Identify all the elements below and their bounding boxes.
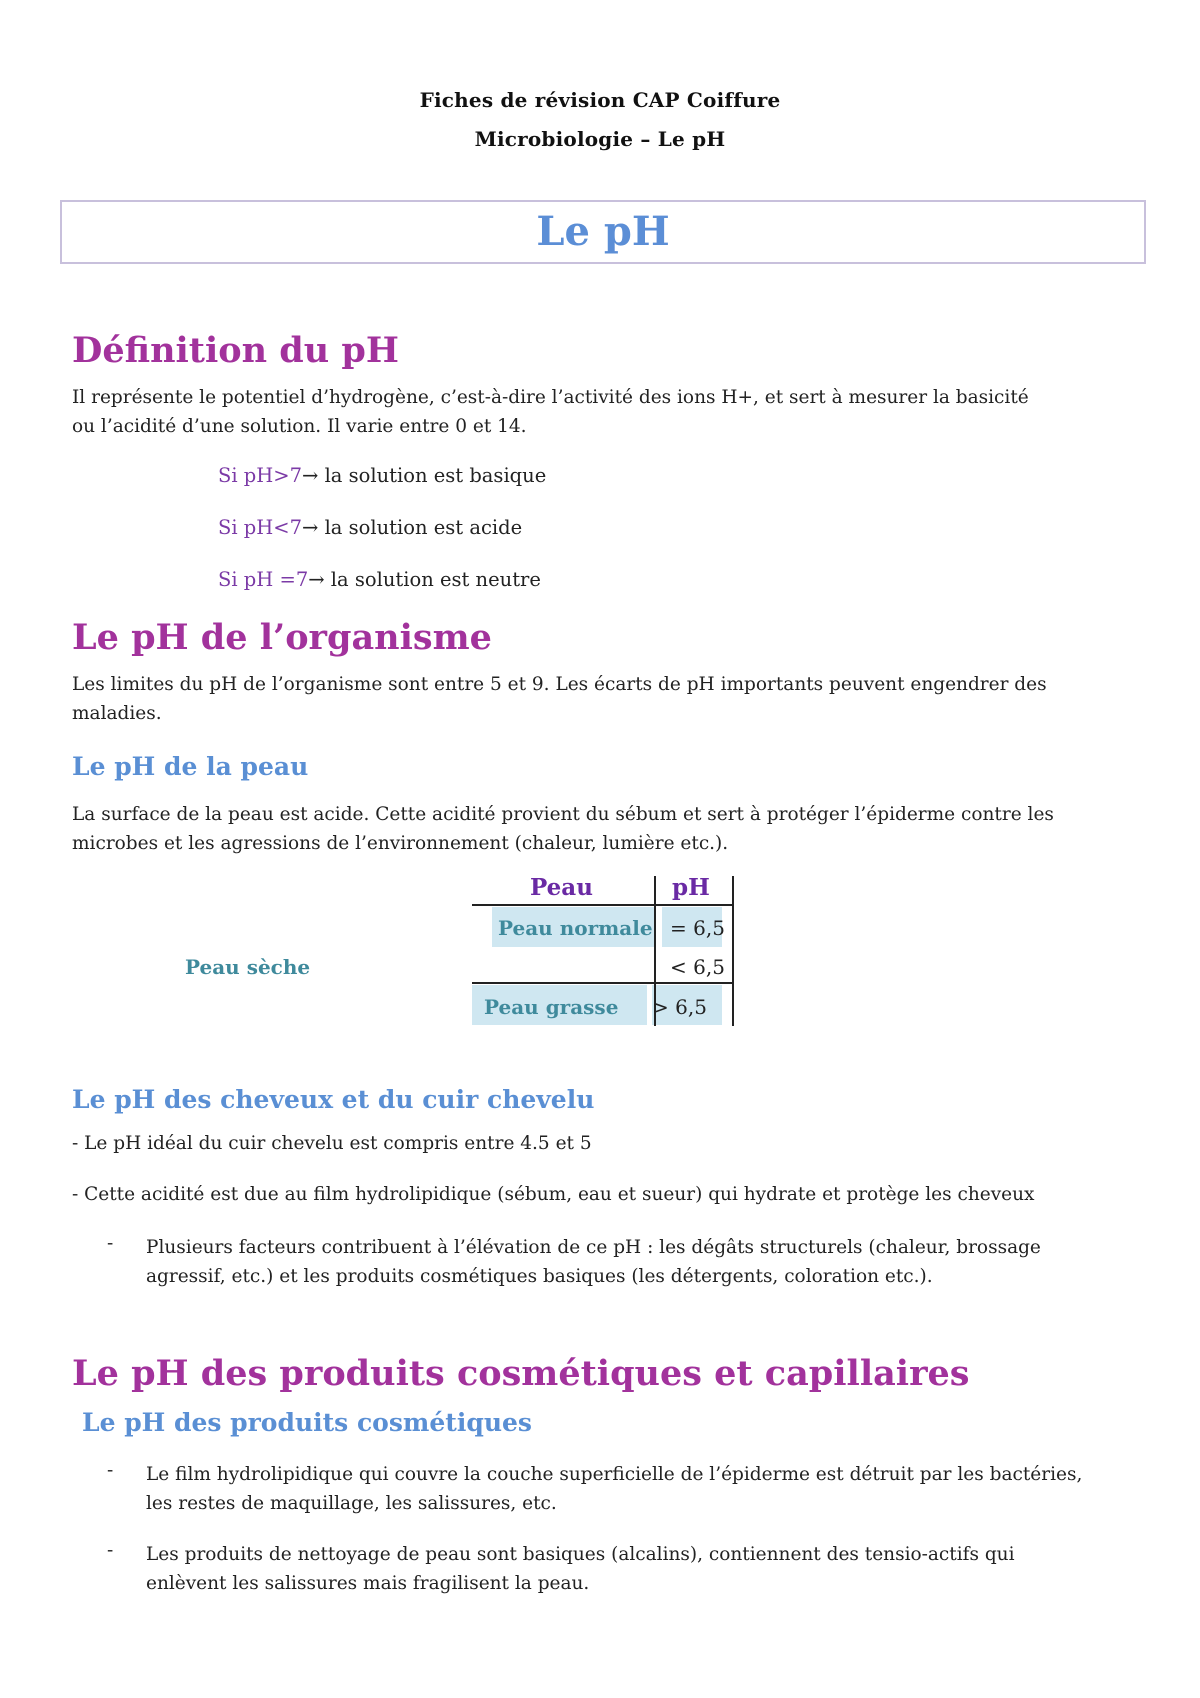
heading-cheveux: Le pH des cheveux et du cuir chevelu <box>72 1085 595 1114</box>
cheveux-line2: - Cette acidité est due au film hydrolipidique (sébum, eau et sueur) qui hydrate et protège les cheveux <box>72 1184 1035 1205</box>
produits-bullet2-line1: Les produits de nettoyage de peau sont basiques (alcalins), contiennent des tensio-actifs qui <box>146 1544 1015 1565</box>
rule-basic <box>218 464 546 487</box>
organisme-para-line2: maladies. <box>72 703 162 724</box>
doc-header-line1: Fiches de révision CAP Coiffure <box>419 88 781 112</box>
rule-acid-condition: Si pH<7 <box>218 516 303 539</box>
rule-acid <box>218 516 522 539</box>
rule-neutral-condition: Si pH =7 <box>218 568 309 591</box>
table-cell-ph-seche: < 6,5 <box>670 955 725 979</box>
table-header-ph: pH <box>672 874 710 901</box>
rule-neutral-text: la solution est neutre <box>324 568 541 591</box>
heading-produits: Le pH des produits cosmétiques et capillaires <box>72 1353 970 1394</box>
table-rule-mid <box>472 982 732 984</box>
peau-para-line2: microbes et les agressions de l’environnement (chaleur, lumière etc.). <box>72 833 729 854</box>
rule-basic-text: la solution est basique <box>318 464 547 487</box>
table-cell-ph-normale: = 6,5 <box>670 916 725 940</box>
definition-para-line2: ou l’acidité d’une solution. Il varie entre 0 et 14. <box>72 416 527 437</box>
subheading-produits-cosmetiques: Le pH des produits cosmétiques <box>82 1408 532 1437</box>
rule-neutral <box>218 568 541 591</box>
definition-para-line1: Il représente le potentiel d’hydrogène, c’est-à-dire l’activité des ions H+, et sert à mesurer la basicité <box>72 387 1029 408</box>
table-cell-peau-normale: Peau normale <box>498 916 653 940</box>
cheveux-bullet-line1: Plusieurs facteurs contribuent à l’élévation de ce pH : les dégâts structurels (chaleur, brossage <box>146 1237 1041 1258</box>
heading-peau: Le pH de la peau <box>72 752 309 781</box>
produits-bullet1-line1: Le film hydrolipidique qui couvre la couche superficielle de l’épiderme est détruit par les bactéries, <box>146 1464 1083 1485</box>
cheveux-bullet-line2: agressif, etc.) et les produits cosmétiques basiques (les détergents, coloration etc.). <box>146 1266 933 1287</box>
rule-acid-text: la solution est acide <box>318 516 523 539</box>
produits-bullet2-line2: enlèvent les salissures mais fragilisent la peau. <box>146 1573 590 1594</box>
rule-basic-condition: Si pH>7 <box>218 464 303 487</box>
page-title: Le pH <box>60 200 1146 264</box>
bullet-dash: - <box>107 1460 114 1481</box>
table-right-border <box>732 876 734 1026</box>
table-rule-top <box>472 904 732 906</box>
bullet-dash: - <box>107 1540 114 1561</box>
heading-definition: Définition du pH <box>72 330 399 371</box>
arrow-icon: → <box>308 568 325 591</box>
organisme-para-line1: Les limites du pH de l’organisme sont entre 5 et 9. Les écarts de pH importants peuvent engendrer des <box>72 674 1047 695</box>
table-cell-ph-grasse: > 6,5 <box>652 995 707 1019</box>
arrow-icon: → <box>302 464 319 487</box>
table-cell-peau-seche: Peau sèche <box>185 955 311 979</box>
table-cell-peau-grasse: Peau grasse <box>484 995 619 1019</box>
table-header-peau: Peau <box>530 874 593 901</box>
bullet-dash: - <box>107 1233 114 1254</box>
arrow-icon: → <box>302 516 319 539</box>
peau-para-line1: La surface de la peau est acide. Cette acidité provient du sébum et sert à protéger l’épiderme contre les <box>72 804 1054 825</box>
produits-bullet1-line2: les restes de maquillage, les salissures, etc. <box>146 1493 557 1514</box>
heading-organisme: Le pH de l’organisme <box>72 617 492 658</box>
doc-header-line2: Microbiologie – Le pH <box>474 127 726 151</box>
cheveux-line1: - Le pH idéal du cuir chevelu est compris entre 4.5 et 5 <box>72 1133 592 1154</box>
